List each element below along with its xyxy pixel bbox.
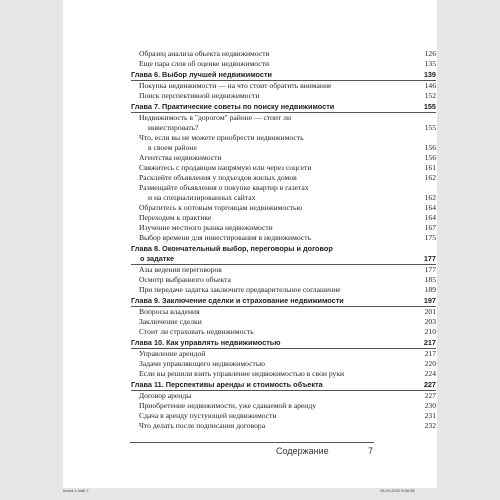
- toc-entry: Выбор времени для инвестирования в недвижимость 175: [139, 233, 436, 242]
- page-number: 227: [423, 380, 436, 389]
- page-number: 230: [424, 401, 436, 410]
- page-number: 227: [424, 391, 436, 400]
- page-number: 152: [424, 91, 436, 100]
- toc-entry: Еще пара слов об оценке недвижимости 135: [139, 59, 436, 68]
- page-number: 175: [424, 233, 436, 242]
- toc-entry: Агентства недвижимости 156: [139, 153, 436, 162]
- toc-entry: Стоит ли страховать недвижимость 210: [139, 327, 436, 336]
- running-footer-title: Содержание: [276, 446, 329, 456]
- toc-entry: Размещайте объявления о покупке квартир в газетах и на специализированных сайтах 162: [139, 183, 436, 202]
- footer-rule: [130, 442, 374, 443]
- toc-entry: Вопросы владения 201: [139, 307, 436, 316]
- toc-entry: Поиск перспективной недвижимости 152: [139, 91, 436, 100]
- toc-chapter: Глава 6. Выбор лучшей недвижимости 139: [131, 70, 436, 79]
- toc-entry: Заключение сделки 203: [139, 317, 436, 326]
- page-number: 155: [423, 102, 436, 111]
- page-number: 146: [424, 81, 436, 90]
- page-number: 203: [424, 317, 436, 326]
- toc-entry: Расклейте объявления у подъездов жилых домов 162: [139, 173, 436, 182]
- page-number: 155: [424, 123, 436, 132]
- page-number: 164: [424, 213, 436, 222]
- page-number: 177: [424, 265, 436, 274]
- page-number: 210: [424, 327, 436, 336]
- toc-entry: Договор аренды 227: [139, 391, 436, 400]
- page-number: 167: [424, 223, 436, 232]
- toc-entry: Образец анализа объекта недвижимости 126: [139, 49, 436, 58]
- table-of-contents: [131, 49, 436, 431]
- toc-chapter: Глава 11. Перспективы аренды и стоимость объекта 227: [131, 380, 436, 389]
- toc-entry: Покупка недвижимости — на что стоит обратить внимание 146: [139, 81, 436, 90]
- page-number: 201: [424, 307, 436, 316]
- toc-chapter: Глава 10. Как управлять недвижимостью 217: [131, 338, 436, 347]
- toc-entry: Азы ведения переговоров 177: [139, 265, 436, 274]
- page-number: 232: [424, 421, 436, 430]
- page-number: 162: [424, 193, 436, 202]
- print-slug-right: 28.09.2020 9:56:38: [380, 488, 415, 493]
- toc-entry: Изучение местного рынка недвижимости 167: [139, 223, 436, 232]
- toc-chapter: Глава 7. Практические советы по поиску недвижимости 155: [131, 102, 436, 111]
- page-number: 164: [424, 203, 436, 212]
- toc-entry: Приобретение недвижимости, уже сдаваемой в аренду 230: [139, 401, 436, 410]
- toc-entry: Что делать после подписания договора 232: [139, 421, 436, 430]
- page-number: 177: [423, 254, 436, 263]
- toc-entry: Переходим к практике 164: [139, 213, 436, 222]
- toc-entry: Задачи управляющего недвижимостью 220: [139, 359, 436, 368]
- page-number: 197: [423, 296, 436, 305]
- page-number: 139: [423, 70, 436, 79]
- page-number: 224: [424, 369, 436, 378]
- page-number: 217: [423, 338, 436, 347]
- page-number: 189: [424, 285, 436, 294]
- page-number: 156: [424, 143, 436, 152]
- toc-entry: При передаче задатка заключите предварительное соглашение 189: [139, 285, 436, 294]
- toc-entry: Сдача в аренду пустующей недвижимости 231: [139, 411, 436, 420]
- toc-chapter: Глава 8. Окончательный выбор, переговоры и договор о задатке 177: [131, 244, 436, 263]
- page-number: 220: [424, 359, 436, 368]
- toc-chapter: Глава 9. Заключение сделки и страхование недвижимости 197: [131, 296, 436, 305]
- page-number: 161: [424, 163, 436, 172]
- toc-entry: Управление арендой 217: [139, 349, 436, 358]
- toc-entry: Что, если вы не можете приобрести недвижимость в своем районе 156: [139, 133, 436, 152]
- page-number: 156: [424, 153, 436, 162]
- page-number: 217: [424, 349, 436, 358]
- page-number: 126: [424, 49, 436, 58]
- page-number: 185: [424, 275, 436, 284]
- toc-entry: Если вы решили взять управление недвижимостью в свои руки 224: [139, 369, 436, 378]
- page-number: 162: [424, 173, 436, 182]
- folio-page-number: 7: [368, 446, 374, 456]
- toc-entry: Обратитесь к оптовым торговцам недвижимостью 164: [139, 203, 436, 212]
- page-number: 135: [424, 59, 436, 68]
- print-slug-left: Книга 1.indb 7: [63, 488, 89, 493]
- page-number: 231: [424, 411, 436, 420]
- book-page: [63, 0, 437, 488]
- toc-entry: Недвижимость в "дорогом" районе — стоит ли инвестировать? 155: [139, 113, 436, 132]
- toc-entry: Осмотр выбранного объекта 185: [139, 275, 436, 284]
- toc-entry: Свяжитесь с продавцом напрямую или через соцсети 161: [139, 163, 436, 172]
